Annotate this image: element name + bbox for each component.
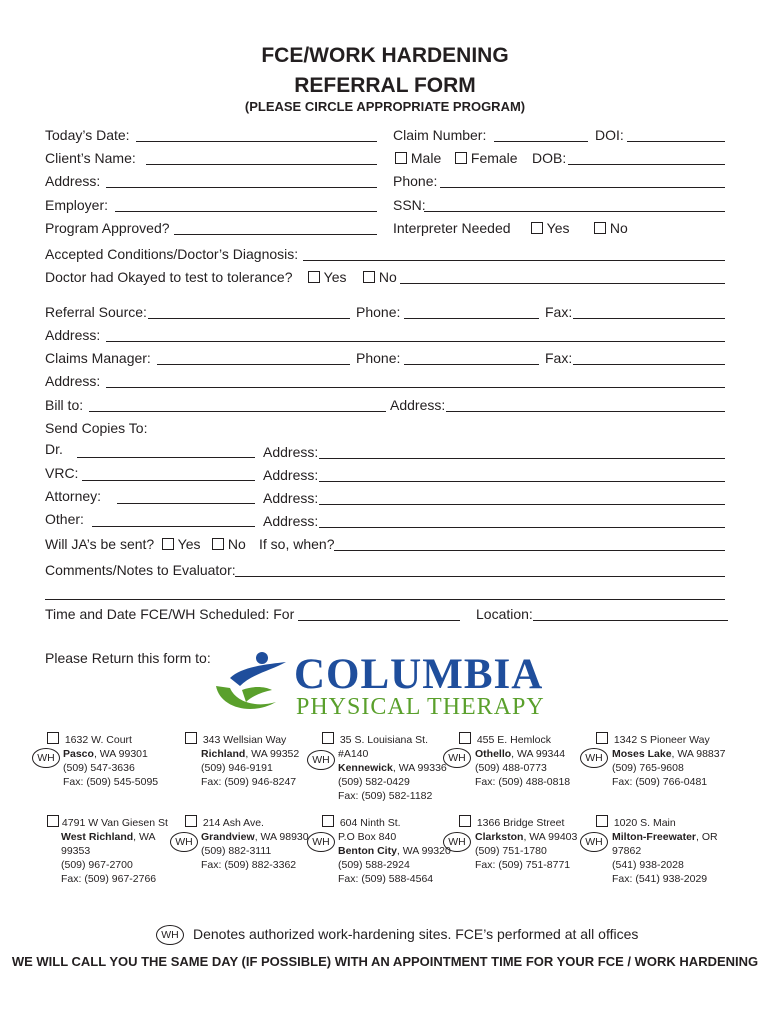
wh-legend-note: Denotes authorized work-hardening sites. FCE’s performed at all offices bbox=[193, 926, 639, 942]
dob-label: DOB: bbox=[532, 150, 567, 166]
location-label: Location: bbox=[476, 606, 533, 622]
dob-field[interactable] bbox=[568, 164, 725, 165]
claims-address-label: Address: bbox=[45, 373, 101, 389]
clients-name-label: Client’s Name: bbox=[45, 150, 136, 166]
todays-date-label: Today’s Date: bbox=[45, 127, 130, 143]
referral-source-label: Referral Source: bbox=[45, 304, 147, 320]
send-copies-label: Send Copies To: bbox=[45, 420, 148, 436]
claims-manager-field[interactable] bbox=[157, 364, 350, 365]
todays-date-field[interactable] bbox=[136, 141, 377, 142]
dr-field[interactable] bbox=[77, 457, 255, 458]
attorney-address-field[interactable] bbox=[319, 504, 725, 505]
logo-text-physical-therapy: PHYSICAL THERAPY bbox=[296, 694, 545, 720]
location-checkbox[interactable] bbox=[322, 815, 334, 827]
referral-phone-field[interactable] bbox=[404, 318, 539, 319]
location-pasco: 1632 W. Court Pasco, WA 99301 (509) 547-3636 Fax: (509) 545-5095 bbox=[47, 732, 158, 789]
call-note: WE WILL CALL YOU THE SAME DAY (IF POSSIBLE) WITH AN APPOINTMENT TIME FOR YOUR FCE / WORK HARDENING bbox=[11, 954, 759, 969]
female-option[interactable]: Female bbox=[455, 150, 518, 166]
location-checkbox[interactable] bbox=[596, 815, 608, 827]
doctor-okayed-yes-option[interactable]: Yes bbox=[308, 269, 346, 285]
other-address-label: Address: bbox=[263, 513, 319, 529]
location-othello: 455 E. Hemlock Othello, WA 99344 (509) 488-0773 Fax: (509) 488-0818 bbox=[459, 732, 570, 789]
claims-phone-field[interactable] bbox=[404, 364, 539, 365]
wh-badge: WH bbox=[580, 748, 608, 768]
location-grandview: 214 Ash Ave. Grandview, WA 98930 (509) 882-3111 Fax: (509) 882-3362 bbox=[185, 815, 309, 872]
referral-fax-label: Fax: bbox=[545, 304, 573, 320]
wh-badge: WH bbox=[443, 748, 471, 768]
clients-name-field[interactable] bbox=[146, 164, 377, 165]
location-checkbox[interactable] bbox=[459, 815, 471, 827]
dr-address-field[interactable] bbox=[319, 458, 725, 459]
interpreter-no-option[interactable]: No bbox=[594, 220, 628, 236]
claims-fax-field[interactable] bbox=[573, 364, 725, 365]
male-checkbox[interactable] bbox=[395, 152, 407, 164]
location-benton-city: 604 Ninth St. P.O Box 840 Benton City, WA 99320 (509) 588-2924 Fax: (509) 588-4564 bbox=[322, 815, 451, 886]
comments-field-line2[interactable] bbox=[45, 599, 725, 600]
client-address-label: Address: bbox=[45, 173, 101, 189]
please-return-label: Please Return this form to: bbox=[45, 650, 211, 666]
doi-field[interactable] bbox=[627, 141, 725, 142]
location-checkbox[interactable] bbox=[459, 732, 471, 744]
other-label: Other: bbox=[45, 511, 84, 527]
will-ja-no-option[interactable]: No bbox=[212, 536, 246, 552]
wh-badge: WH bbox=[307, 832, 335, 852]
location-checkbox[interactable] bbox=[596, 732, 608, 744]
female-checkbox[interactable] bbox=[455, 152, 467, 164]
doctor-okayed-no-option[interactable]: No bbox=[363, 269, 397, 285]
location-checkbox[interactable] bbox=[185, 815, 197, 827]
wh-badge: WH bbox=[170, 832, 198, 852]
client-phone-label: Phone: bbox=[393, 173, 438, 189]
wh-badge: WH bbox=[580, 832, 608, 852]
doctor-okayed-no-checkbox[interactable] bbox=[363, 271, 375, 283]
comments-label: Comments/Notes to Evaluator: bbox=[45, 562, 236, 578]
location-kennewick: 35 S. Louisiana St. #A140 Kennewick, WA 99336 (509) 582-0429 Fax: (509) 582-1182 bbox=[322, 732, 447, 803]
claim-number-field[interactable] bbox=[494, 141, 588, 142]
attorney-field[interactable] bbox=[117, 503, 255, 504]
male-option[interactable]: Male bbox=[395, 150, 441, 166]
will-ja-label: Will JA’s be sent? bbox=[45, 536, 155, 552]
location-checkbox[interactable] bbox=[47, 732, 59, 744]
will-ja-no-checkbox[interactable] bbox=[212, 538, 224, 550]
dr-label: Dr. bbox=[45, 441, 63, 457]
other-field[interactable] bbox=[92, 526, 255, 527]
accepted-conditions-label: Accepted Conditions/Doctor’s Diagnosis: bbox=[45, 246, 299, 262]
vrc-label: VRC: bbox=[45, 465, 79, 481]
accepted-conditions-field[interactable] bbox=[303, 260, 725, 261]
bill-to-address-field[interactable] bbox=[446, 411, 725, 412]
referral-source-field[interactable] bbox=[148, 318, 350, 319]
location-milton-freewater: 1020 S. Main Milton-Freewater, OR 97862 (541) 938-2028 Fax: (541) 938-2029 bbox=[596, 815, 718, 886]
referral-address-field[interactable] bbox=[106, 341, 725, 342]
claim-number-label: Claim Number: bbox=[393, 127, 487, 143]
bill-to-field[interactable] bbox=[89, 411, 386, 412]
claims-phone-label: Phone: bbox=[356, 350, 401, 366]
form-title-line1: FCE/WORK HARDENING bbox=[261, 44, 509, 67]
doctor-okayed-field[interactable] bbox=[400, 283, 725, 284]
swoosh-figure-icon bbox=[212, 646, 294, 722]
location-checkbox[interactable] bbox=[322, 732, 334, 744]
will-ja-yes-option[interactable]: Yes bbox=[162, 536, 200, 552]
employer-label: Employer: bbox=[45, 197, 109, 213]
interpreter-needed-label: Interpreter Needed bbox=[393, 220, 511, 236]
logo-text-columbia: COLUMBIA bbox=[294, 651, 544, 698]
location-field[interactable] bbox=[533, 620, 728, 621]
bill-to-label: Bill to: bbox=[45, 397, 84, 413]
vrc-address-field[interactable] bbox=[319, 481, 725, 482]
vrc-field[interactable] bbox=[82, 480, 255, 481]
claims-manager-label: Claims Manager: bbox=[45, 350, 151, 366]
referral-address-label: Address: bbox=[45, 327, 101, 343]
if-so-when-field[interactable] bbox=[334, 550, 725, 551]
form-subtitle: (PLEASE CIRCLE APPROPRIATE PROGRAM) bbox=[244, 99, 526, 114]
doi-label: DOI: bbox=[595, 127, 624, 143]
comments-field-line1[interactable] bbox=[235, 576, 725, 577]
wh-legend-badge: WH bbox=[156, 925, 184, 945]
attorney-address-label: Address: bbox=[263, 490, 319, 506]
columbia-logo bbox=[212, 646, 552, 722]
client-phone-field[interactable] bbox=[440, 187, 725, 188]
ssn-label: SSN: bbox=[393, 197, 426, 213]
wh-badge: WH bbox=[32, 748, 60, 768]
location-moses-lake: 1342 S Pioneer Way Moses Lake, WA 98837 (509) 765-9608 Fax: (509) 766-0481 bbox=[596, 732, 725, 789]
interpreter-yes-checkbox[interactable] bbox=[531, 222, 543, 234]
referral-phone-label: Phone: bbox=[356, 304, 401, 320]
program-approved-label: Program Approved? bbox=[45, 220, 170, 236]
program-approved-field[interactable] bbox=[174, 234, 377, 235]
doctor-okayed-yes-checkbox[interactable] bbox=[308, 271, 320, 283]
claims-address-field[interactable] bbox=[106, 387, 725, 388]
location-checkbox[interactable] bbox=[185, 732, 197, 744]
location-west-richland: 4791 W Van Giesen St West Richland, WA 99353 (509) 967-2700 Fax: (509) 967-2766 bbox=[47, 815, 168, 886]
client-address-field[interactable] bbox=[106, 187, 377, 188]
claims-fax-label: Fax: bbox=[545, 350, 573, 366]
other-address-field[interactable] bbox=[319, 527, 725, 528]
form-title-line2: REFERRAL FORM bbox=[294, 74, 476, 97]
location-clarkston: 1366 Bridge Street Clarkston, WA 99403 (509) 751-1780 Fax: (509) 751-8771 bbox=[459, 815, 577, 872]
wh-badge: WH bbox=[307, 750, 335, 770]
interpreter-yes-option[interactable]: Yes bbox=[531, 220, 569, 236]
time-date-scheduled-field[interactable] bbox=[298, 620, 460, 621]
if-so-when-label: If so, when? bbox=[259, 536, 335, 552]
ssn-field[interactable] bbox=[424, 211, 725, 212]
employer-field[interactable] bbox=[115, 211, 377, 212]
dr-address-label: Address: bbox=[263, 444, 319, 460]
time-date-scheduled-label: Time and Date FCE/WH Scheduled: For bbox=[45, 606, 295, 622]
attorney-label: Attorney: bbox=[45, 488, 102, 504]
doctor-okayed-label: Doctor had Okayed to test to tolerance? bbox=[45, 269, 293, 285]
referral-fax-field[interactable] bbox=[573, 318, 725, 319]
will-ja-yes-checkbox[interactable] bbox=[162, 538, 174, 550]
location-richland: 343 Wellsian Way Richland, WA 99352 (509) 946-9191 Fax: (509) 946-8247 bbox=[185, 732, 299, 789]
bill-to-address-label: Address: bbox=[390, 397, 446, 413]
wh-badge: WH bbox=[443, 832, 471, 852]
vrc-address-label: Address: bbox=[263, 467, 319, 483]
location-checkbox[interactable] bbox=[47, 815, 59, 827]
interpreter-no-checkbox[interactable] bbox=[594, 222, 606, 234]
